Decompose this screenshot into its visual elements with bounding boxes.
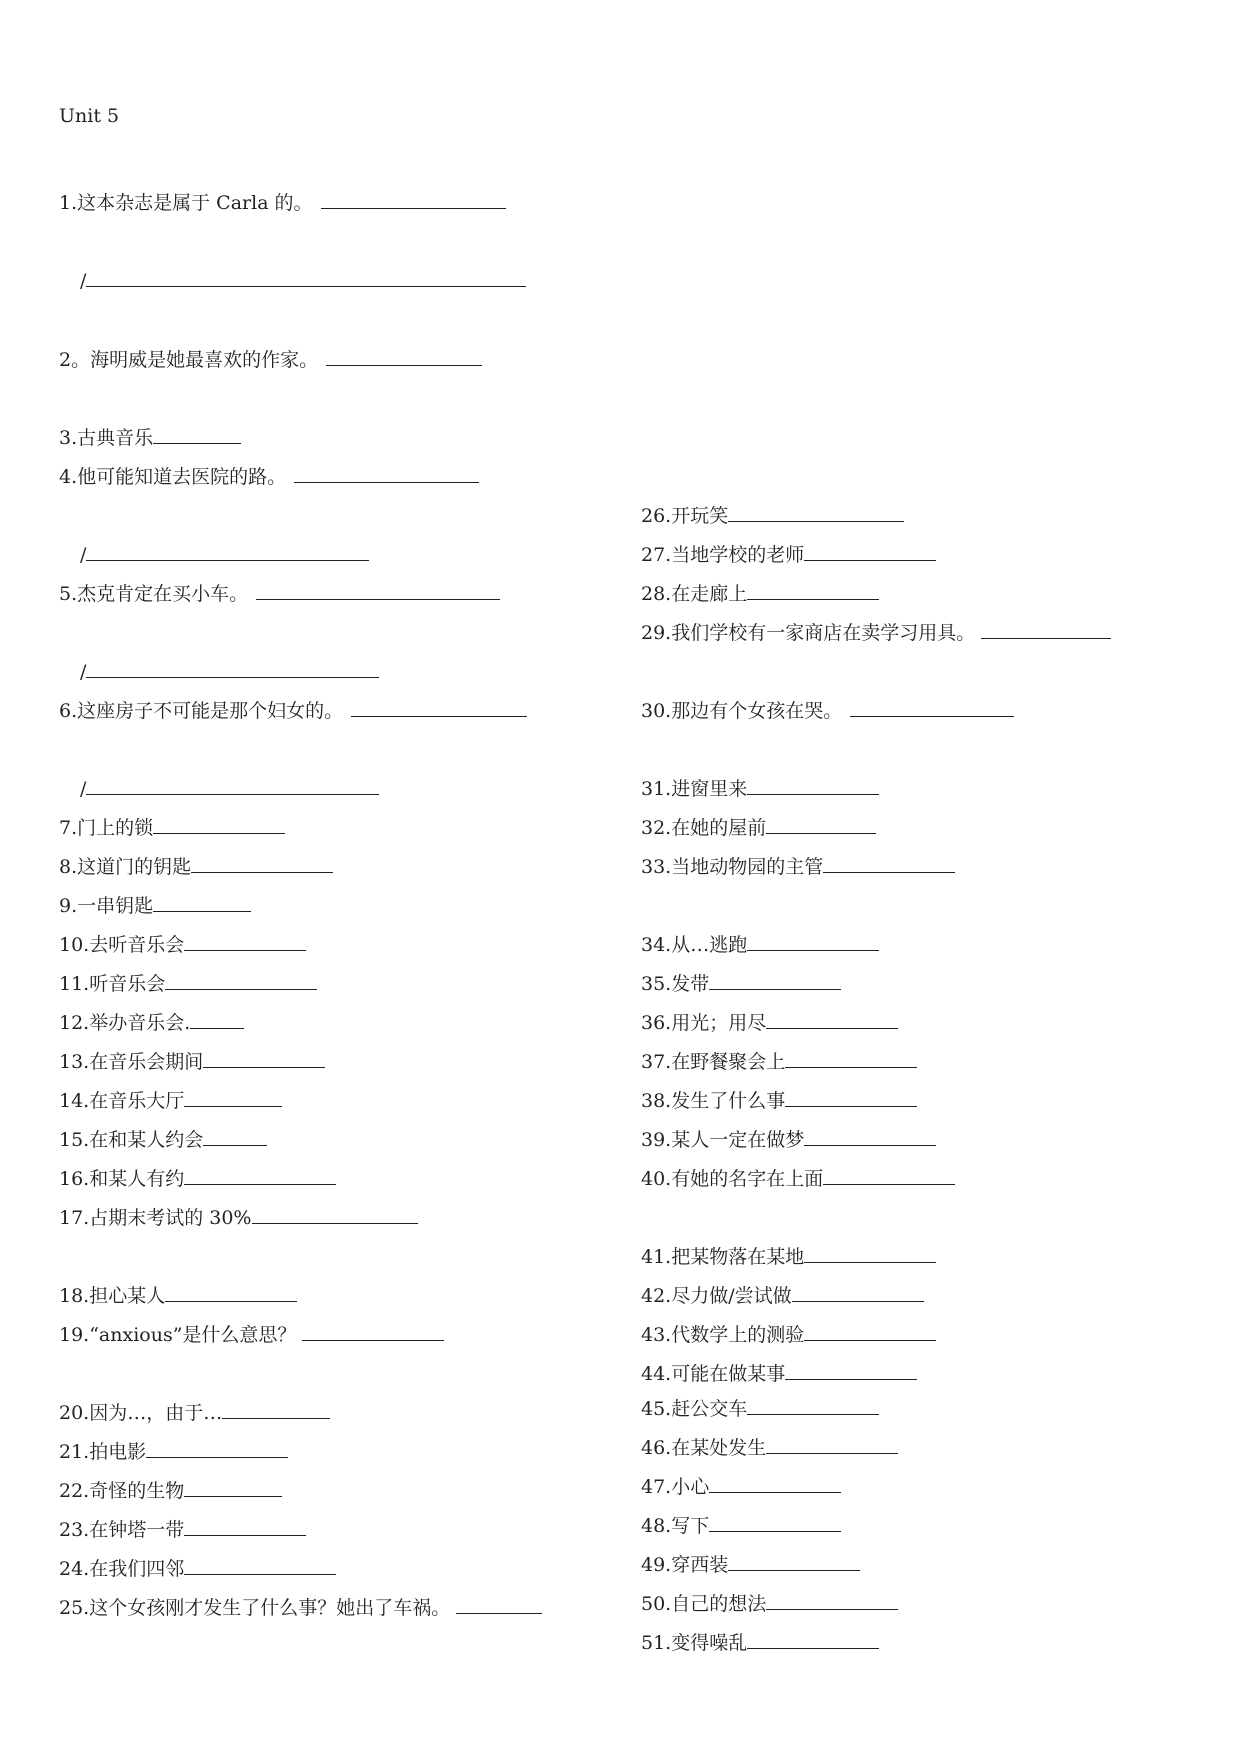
- answer-blank[interactable]: [86, 266, 526, 287]
- item-text: 50.自己的想法: [641, 1593, 767, 1615]
- item-text: 1.这本杂志是属于 Carla 的。: [59, 192, 313, 214]
- list-item: [59, 1515, 306, 1543]
- item-text: 38.发生了什么事: [641, 1090, 786, 1112]
- list-item: [59, 1320, 444, 1348]
- item-text: 34.从…逃跑: [641, 934, 748, 956]
- list-item: [59, 1593, 542, 1621]
- list-item: [59, 345, 482, 373]
- list-item: [641, 930, 879, 958]
- answer-blank[interactable]: [222, 1398, 330, 1419]
- answer-blank[interactable]: [165, 969, 317, 990]
- slash-mark: /: [80, 778, 87, 800]
- answer-blank[interactable]: [850, 696, 1014, 717]
- item-text: 22.奇怪的生物: [59, 1480, 185, 1502]
- list-item: [641, 969, 841, 997]
- item-text: 43.代数学上的测验: [641, 1324, 805, 1346]
- list-item: [641, 774, 879, 802]
- item-text: 6.这座房子不可能是那个妇女的。: [59, 700, 344, 722]
- list-item: [59, 1398, 330, 1426]
- answer-blank[interactable]: [766, 813, 876, 834]
- list-item: [641, 501, 904, 529]
- answer-blank[interactable]: [86, 774, 379, 795]
- answer-blank[interactable]: [709, 1472, 841, 1493]
- answer-blank[interactable]: [351, 696, 527, 717]
- slash-mark: /: [80, 661, 87, 683]
- answer-blank[interactable]: [86, 657, 379, 678]
- answer-blank[interactable]: [321, 188, 506, 209]
- item-text: 46.在某处发生: [641, 1437, 767, 1459]
- list-item: [59, 1125, 267, 1153]
- list-item: [641, 1086, 917, 1114]
- item-text: 31.进窗里来: [641, 778, 748, 800]
- list-item: [59, 1047, 325, 1075]
- answer-blank[interactable]: [190, 1008, 244, 1029]
- answer-blank[interactable]: [153, 813, 285, 834]
- answer-line: [80, 540, 369, 568]
- answer-blank[interactable]: [709, 1511, 841, 1532]
- list-item: [59, 813, 285, 841]
- item-text: 18.担心某人: [59, 1285, 166, 1307]
- item-text: 42.尽力做/尝试做: [641, 1285, 792, 1307]
- answer-blank[interactable]: [146, 1437, 288, 1458]
- answer-blank[interactable]: [184, 1554, 336, 1575]
- item-text: 21.拍电影: [59, 1441, 147, 1463]
- answer-blank[interactable]: [184, 930, 306, 951]
- item-text: 12.举办音乐会.: [59, 1012, 191, 1034]
- list-item: [59, 423, 241, 451]
- list-item: [59, 969, 317, 997]
- item-text: 39.某人一定在做梦: [641, 1129, 805, 1151]
- answer-line: [80, 266, 526, 294]
- item-text: 29.我们学校有一家商店在卖学习用具。: [641, 622, 976, 644]
- list-item: [59, 1203, 418, 1231]
- list-item: [641, 696, 1014, 724]
- answer-blank[interactable]: [184, 1515, 306, 1536]
- item-text: 41.把某物落在某地: [641, 1246, 805, 1268]
- item-text: 20.因为…，由于…: [59, 1402, 223, 1424]
- item-text: 33.当地动物园的主管: [641, 856, 824, 878]
- answer-line: [80, 657, 379, 685]
- item-text: 37.在野餐聚会上: [641, 1051, 786, 1073]
- item-text: 51.变得噪乱: [641, 1632, 748, 1654]
- item-text: 3.古典音乐: [59, 427, 154, 449]
- answer-blank[interactable]: [747, 1628, 879, 1649]
- list-item: [641, 813, 876, 841]
- answer-blank[interactable]: [785, 1047, 917, 1068]
- item-text: 26.开玩笑: [641, 505, 729, 527]
- item-text: 44.可能在做某事: [641, 1363, 786, 1385]
- item-text: 9.一串钥匙: [59, 895, 154, 917]
- answer-blank[interactable]: [823, 852, 955, 873]
- answer-blank[interactable]: [804, 1320, 936, 1341]
- list-item: [641, 1511, 841, 1539]
- list-item: [641, 1433, 898, 1461]
- item-text: 10.去听音乐会: [59, 934, 185, 956]
- answer-blank[interactable]: [823, 1164, 955, 1185]
- answer-blank[interactable]: [256, 579, 500, 600]
- answer-blank[interactable]: [728, 501, 904, 522]
- item-text: 45.赶公交车: [641, 1398, 748, 1420]
- item-text: 4.他可能知道去医院的路。: [59, 466, 287, 488]
- answer-blank[interactable]: [184, 1476, 282, 1497]
- item-text: 16.和某人有约: [59, 1168, 185, 1190]
- answer-blank[interactable]: [191, 852, 333, 873]
- answer-blank[interactable]: [203, 1047, 325, 1068]
- item-text: 27.当地学校的老师: [641, 544, 805, 566]
- item-text: 11.听音乐会: [59, 973, 166, 995]
- item-text: 40.有她的名字在上面: [641, 1168, 824, 1190]
- answer-blank[interactable]: [785, 1086, 917, 1107]
- list-item: [641, 1008, 898, 1036]
- list-item: [59, 1476, 282, 1504]
- item-text: 15.在和某人约会: [59, 1129, 204, 1151]
- answer-blank[interactable]: [326, 345, 482, 366]
- answer-blank[interactable]: [302, 1320, 444, 1341]
- answer-blank[interactable]: [709, 969, 841, 990]
- answer-blank[interactable]: [747, 774, 879, 795]
- answer-blank[interactable]: [184, 1164, 336, 1185]
- answer-blank[interactable]: [252, 1203, 418, 1224]
- page-title: Unit 5: [59, 105, 120, 127]
- answer-blank[interactable]: [766, 1433, 898, 1454]
- list-item: [641, 852, 955, 880]
- slash-mark: /: [80, 544, 87, 566]
- item-text: 2。海明威是她最喜欢的作家。: [59, 349, 319, 371]
- answer-blank[interactable]: [747, 1394, 879, 1415]
- list-item: [59, 462, 479, 490]
- answer-blank[interactable]: [766, 1008, 898, 1029]
- answer-blank[interactable]: [785, 1359, 917, 1380]
- list-item: [641, 618, 1111, 646]
- answer-blank[interactable]: [747, 579, 879, 600]
- slash-mark: /: [80, 270, 87, 292]
- item-text: 13.在音乐会期间: [59, 1051, 204, 1073]
- answer-blank[interactable]: [203, 1125, 267, 1146]
- answer-blank[interactable]: [804, 1242, 936, 1263]
- answer-blank[interactable]: [153, 891, 251, 912]
- list-item: [641, 1047, 917, 1075]
- item-text: 25.这个女孩刚才发生了什么事？她出了车祸。: [59, 1597, 451, 1619]
- list-item: [641, 1359, 917, 1387]
- list-item: [59, 1554, 336, 1582]
- item-text: 35.发带: [641, 973, 710, 995]
- item-text: 5.杰克肯定在买小车。: [59, 583, 249, 605]
- list-item: [59, 1281, 297, 1309]
- list-item: [641, 1628, 879, 1656]
- list-item: [641, 540, 936, 568]
- answer-blank[interactable]: [153, 423, 241, 444]
- list-item: [641, 1472, 841, 1500]
- item-text: 47.小心: [641, 1476, 710, 1498]
- list-item: [641, 1550, 860, 1578]
- item-text: 24.在我们四邻: [59, 1558, 185, 1580]
- answer-blank[interactable]: [165, 1281, 297, 1302]
- item-text: 17.占期末考试的 30%: [59, 1207, 252, 1229]
- list-item: [59, 930, 306, 958]
- answer-blank[interactable]: [747, 930, 879, 951]
- item-text: 7.门上的锁: [59, 817, 154, 839]
- list-item: [59, 1437, 288, 1465]
- item-text: 23.在钟塔一带: [59, 1519, 185, 1541]
- answer-blank[interactable]: [804, 540, 936, 561]
- answer-blank[interactable]: [86, 540, 369, 561]
- list-item: [641, 579, 879, 607]
- list-item: [641, 1394, 879, 1422]
- list-item: [59, 1008, 244, 1036]
- item-text: 32.在她的屋前: [641, 817, 767, 839]
- list-item: [641, 1320, 936, 1348]
- item-text: 49.穿西装: [641, 1554, 729, 1576]
- answer-blank[interactable]: [294, 462, 479, 483]
- list-item: [641, 1281, 924, 1309]
- item-text: 8.这道门的钥匙: [59, 856, 192, 878]
- list-item: [59, 852, 333, 880]
- list-item: [641, 1164, 955, 1192]
- list-item: [641, 1589, 898, 1617]
- item-text: 36.用光；用尽: [641, 1012, 767, 1034]
- item-text: 14.在音乐大厅: [59, 1090, 185, 1112]
- item-text: 48.写下: [641, 1515, 710, 1537]
- item-text: 19.“anxious”是什么意思？: [59, 1324, 297, 1346]
- list-item: [59, 188, 506, 216]
- answer-blank[interactable]: [456, 1593, 542, 1614]
- answer-line: [80, 774, 379, 802]
- list-item: [641, 1125, 936, 1153]
- answer-blank[interactable]: [184, 1086, 282, 1107]
- list-item: [59, 696, 527, 724]
- list-item: [59, 1086, 282, 1114]
- answer-blank[interactable]: [728, 1550, 860, 1571]
- list-item: [59, 1164, 336, 1192]
- answer-blank[interactable]: [804, 1125, 936, 1146]
- list-item: [59, 579, 500, 607]
- list-item: [59, 891, 251, 919]
- answer-blank[interactable]: [792, 1281, 924, 1302]
- answer-blank[interactable]: [981, 618, 1111, 639]
- answer-blank[interactable]: [766, 1589, 898, 1610]
- list-item: [641, 1242, 936, 1270]
- item-text: 28.在走廊上: [641, 583, 748, 605]
- item-text: 30.那边有个女孩在哭。: [641, 700, 843, 722]
